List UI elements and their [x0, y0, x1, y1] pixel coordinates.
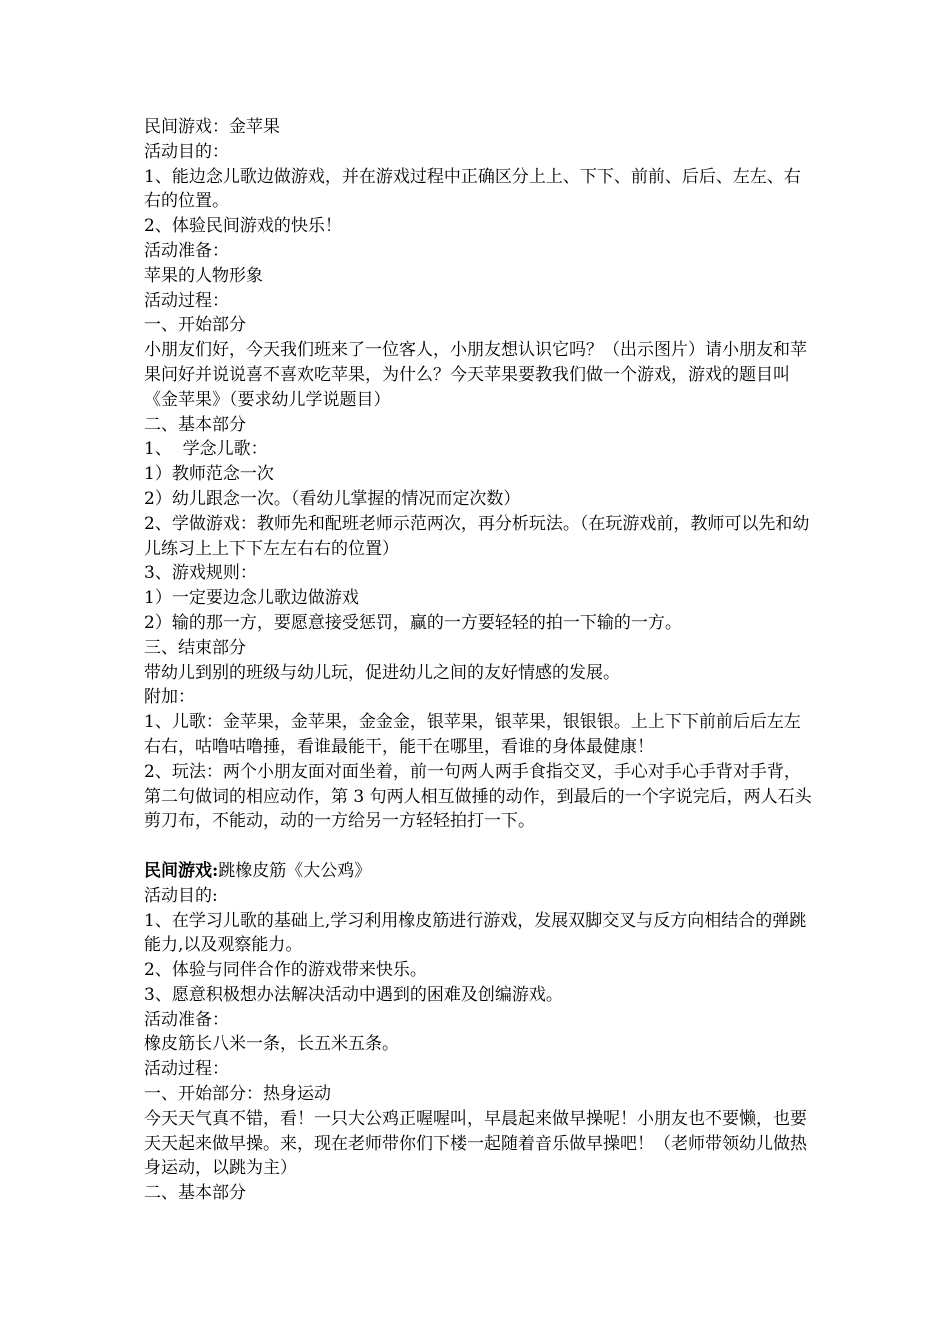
paragraph: 今天天气真不错，看！一只大公鸡正喔喔叫，早晨起来做早操呢！小朋友也不要懒，也要天天起来做早操。来，现在老师带你们下楼一起随着音乐做早操吧！（老师带领幼儿做热身运动，以跳为主） — [144, 1108, 807, 1179]
paragraph: 2）输的那一方，要愿意接受惩罚，赢的一方要轻轻的拍一下输的一方。 — [144, 612, 682, 633]
paragraph: 1、能边念儿歌边做游戏，并在游戏过程中正确区分上上、下下、前前、后后、左左、右右的位置。 — [144, 166, 801, 212]
paragraph: 附加： — [144, 687, 195, 708]
paragraph: 活动过程： — [144, 1059, 229, 1080]
paragraph: 2、玩法：两个小朋友面对面坐着，前一句两人两手食指交叉，手心对手心手背对手背，第二句做词的相应动作，第 3 句两人相互做捶的动作，到最后的一个字说完后，两人石头剪刀布，不能动，动的一方给另一方轻轻拍打一下。 — [144, 761, 812, 832]
paragraph: 活动目的: — [144, 885, 218, 906]
paragraph: 一、开始部分 — [144, 315, 246, 336]
document-body — [144, 115, 814, 1206]
paragraph: 活动目的： — [144, 141, 229, 162]
paragraph: 二、基本部分 — [144, 414, 246, 435]
paragraph: 3、游戏规则： — [144, 563, 257, 584]
paragraph: 1）教师范念一次 — [144, 464, 274, 485]
paragraph: 1、 学念儿歌： — [144, 439, 268, 460]
paragraph: 2、体验与同伴合作的游戏带来快乐。 — [144, 960, 427, 981]
paragraph: 2、体验民间游戏的快乐！ — [144, 216, 342, 237]
paragraph: 小朋友们好，今天我们班来了一位客人，小朋友想认识它吗？（出示图片）请小朋友和苹果问好并说说喜不喜欢吃苹果，为什么？今天苹果要教我们做一个游戏，游戏的题目叫《金苹果》（要求幼儿学说题目） — [144, 340, 807, 410]
paragraph: 带幼儿到别的班级与幼儿玩，促进幼儿之间的友好情感的发展。 — [144, 662, 620, 683]
paragraph: 2、学做游戏：教师先和配班老师示范两次，再分析玩法。（在玩游戏前，教师可以先和幼儿练习上上下下左左右右的位置） — [144, 513, 810, 559]
paragraph: 活动过程： — [144, 290, 229, 311]
paragraph: 三、结束部分 — [144, 637, 246, 658]
paragraph: 橡皮筋长八米一条，长五米五条。 — [144, 1034, 399, 1055]
blank-line — [144, 834, 814, 859]
paragraph: 1、儿歌：金苹果，金苹果，金金金，银苹果，银苹果，银银银。上上下下前前后后左左右右，咕噜咕噜捶，看谁最能干，能干在哪里，看谁的身体最健康！ — [144, 712, 801, 757]
section1-lines — [144, 140, 814, 834]
section2-lines — [144, 884, 814, 1206]
paragraph: 活动准备： — [144, 1009, 229, 1030]
section2-title-prefix: 民间游戏: — [144, 860, 219, 881]
section1-title: 民间游戏：金苹果 — [144, 117, 280, 137]
paragraph: 二、基本部分 — [144, 1183, 246, 1204]
paragraph: 苹果的人物形象 — [144, 265, 263, 286]
section2-title — [144, 859, 814, 884]
paragraph: 2）幼儿跟念一次。（看幼儿掌握的情况而定次数） — [144, 488, 521, 509]
paragraph: 一、开始部分：热身运动 — [144, 1084, 331, 1105]
paragraph: 1）一定要边念儿歌边做游戏 — [144, 588, 359, 609]
paragraph: 活动准备： — [144, 240, 229, 261]
paragraph: 3、愿意积极想办法解决活动中遇到的困难及创编游戏。 — [144, 984, 563, 1005]
section2-title-rest: 跳橡皮筋《大公鸡》 — [218, 860, 372, 881]
paragraph: 1、在学习儿歌的基础上,学习利用橡皮筋进行游戏，发展双脚交叉与反方向相结合的弹跳能力,以及观察能力。 — [144, 910, 807, 956]
